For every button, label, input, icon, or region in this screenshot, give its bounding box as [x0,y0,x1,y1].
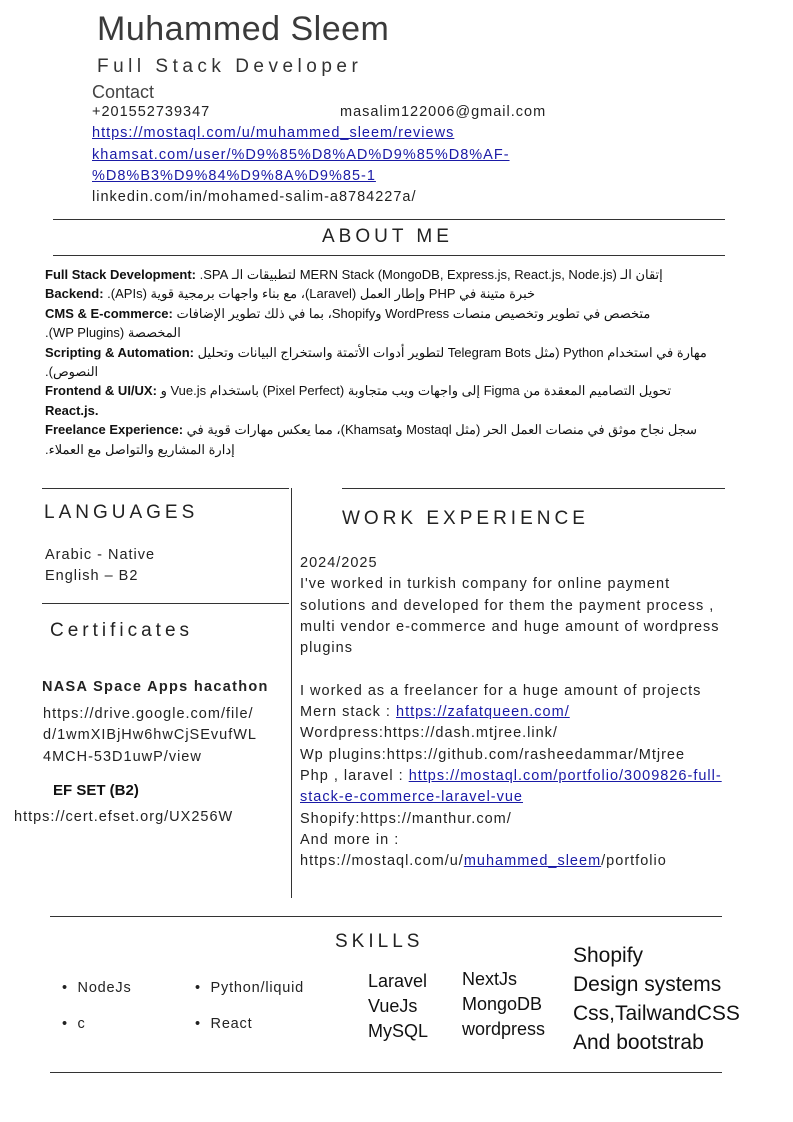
about-line: Freelance Experience: سجل نجاح موثق في منصات العمل الحر (مثل Mostaql وKhamsat)، مما يعكس مهارات قوية في [45,422,698,438]
about-line: المخصصة (WP Plugins). [45,325,181,341]
laravel-project: Php , laravel : https://mostaql.com/portfolio/3009826-full- [300,767,722,784]
nasa-certificate-link: 4MCH-53D1uwP/view [43,749,202,765]
about-line: Backend: خبرة متينة في PHP وإطار العمل (Laravel)، مع بناء واجهات برمجية قوية (APIs). [45,286,536,302]
portfolio-url: https://mostaql.com/u/muhammed_sleem/portfolio [300,853,667,870]
nasa-certificate-link: https://drive.google.com/file/ [43,706,254,722]
skill-item: • React [195,1016,253,1032]
email-address: masalim122006@gmail.com [340,104,547,120]
divider [50,1072,722,1073]
column-divider [291,488,292,898]
phone-number: +201552739347 [92,104,211,120]
mostaql-link[interactable]: https://mostaql.com/u/muhammed_sleem/reviews [92,125,455,141]
portfolio-link[interactable]: muhammed_sleem [463,853,602,870]
certificates-heading: Certificates [50,620,194,641]
work-description: plugins [300,640,353,657]
linkedin-url: linkedin.com/in/mohamed-salim-a8784227a/ [92,189,417,205]
divider [53,255,725,256]
work-description: solutions and developed for them the payment process , [300,597,715,614]
about-section [45,265,735,459]
laravel-project-link[interactable]: stack-e-commerce-laravel-vue [300,789,523,806]
job-title: Full Stack Developer [97,56,363,77]
about-line: إدارة المشاريع والتواصل مع العملاء. [45,441,235,457]
divider [342,488,725,489]
wp-plugins-project: Wp plugins:https://github.com/rasheedammar/Mtjree [300,746,686,763]
skill-item: • Python/liquid [195,980,304,996]
skills-group-design: Shopify Design systems Css,TailwandCSS And bootstrab [573,944,740,1054]
skills-group-backend: Laravel VueJs MySQL [368,971,429,1041]
khamsat-link-line-1[interactable]: khamsat.com/user/%D9%85%D8%AD%D9%85%D8%AF- [92,147,510,163]
skills-group-stack: NextJs MongoDB wordpress [462,969,546,1039]
about-line: النصوص). [45,364,99,380]
about-line: Frontend & UI/UX: تحويل التصاميم المعقدة من Figma إلى واجهات ويب متجاوبة (Pixel Perfect) باستخدام Vue.js و [45,383,672,399]
divider [50,916,722,917]
divider [42,488,289,489]
contact-heading: Contact [92,82,155,102]
candidate-name: Muhammed Sleem [97,10,390,48]
languages-heading: LANGUAGES [44,502,199,523]
work-period: 2024/2025 [300,555,378,571]
work-description: I've worked in turkish company for online payment [300,576,671,593]
freelance-intro: I worked as a freelancer for a huge amount of projects [300,682,702,699]
language-arabic: Arabic - Native [45,547,156,563]
more-projects: And more in : [300,831,400,848]
work-experience-heading: WORK EXPERIENCE [342,508,589,529]
about-line: Full Stack Development: إتقان الـ MERN Stack (MongoDB, Express.js, React.js, Node.js) لتطبيقات الـ SPA. [45,267,663,282]
work-experience-body [300,553,762,872]
mern-project-link[interactable]: https://zafatqueen.com/ [396,704,570,721]
mern-project: Mern stack : https://zafatqueen.com/ [300,704,570,721]
about-line: CMS & E-commerce: متخصص في تطوير وتخصيص منصات WordPress وShopify، بما في ذلك تطوير الإضافات [45,305,651,321]
shopify-project: Shopify:https://manthur.com/ [300,810,512,827]
wordpress-project: Wordpress:https://dash.mtjree.link/ [300,725,558,742]
work-description: multi vendor e-commerce and huge amount of wordpress [300,618,720,635]
laravel-project-link[interactable]: https://mostaql.com/portfolio/3009826-full- [408,767,722,784]
about-line: React.js. [45,402,99,418]
khamsat-link-line-2[interactable]: %D8%B3%D9%84%D9%8A%D9%85-1 [92,168,376,184]
skill-item: • NodeJs [62,980,132,996]
efset-certificate-link: https://cert.efset.org/UX256W [14,809,234,825]
divider [42,603,289,604]
about-line: Scripting & Automation: مهارة في استخدام Python (مثل Telegram Bots لتطوير أدوات الأتمتة واستخراج البيانات وتحليل [45,344,707,360]
language-english: English – B2 [45,568,139,584]
skill-item: • c [62,1016,86,1032]
about-heading: ABOUT ME [322,226,453,247]
skills-heading: SKILLS [335,931,424,952]
nasa-certificate-title: NASA Space Apps hacathon [42,679,269,695]
nasa-certificate-link: d/1wmXIBjHw6hwCjSEvufWL [43,727,257,743]
efset-certificate-title: EF SET (B2) [53,782,139,799]
divider [53,219,725,220]
